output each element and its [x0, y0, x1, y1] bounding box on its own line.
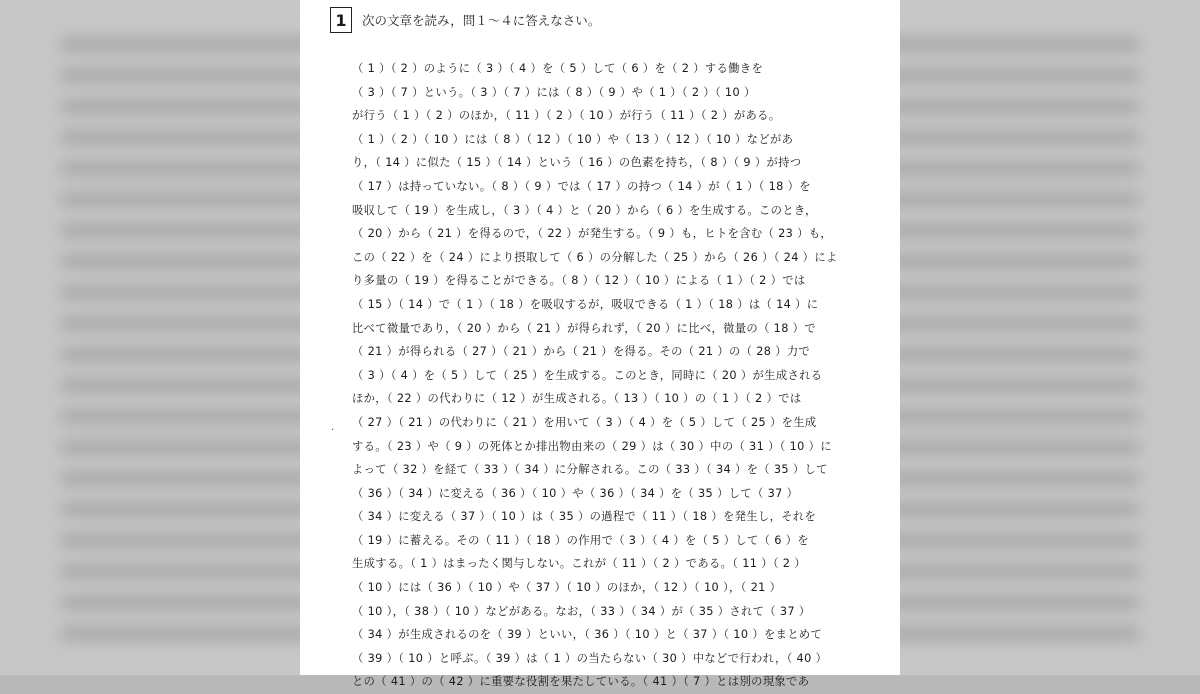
passage-line: 吸収して（ 19 ）を生成し，（ 3 ）（ 4 ）と（ 20 ）から（ 6 ）を生成する。このとき，: [352, 203, 817, 217]
passage-line: （ 34 ）が生成されるのを（ 39 ）といい，（ 36 ）（ 10 ）と（ 37 ）（ 10 ）をまとめて: [352, 628, 823, 642]
passage-line: （ 1 ）（ 2 ）のように（ 3 ）（ 4 ）を（ 5 ）して（ 6 ）を（ 2 ）する働きを: [352, 62, 764, 75]
passage-line: （ 10 ）には（ 36 ）（ 10 ）や（ 37 ）（ 10 ）のほか，（ 12 ）（ 10 ），（ 21 ）: [352, 581, 782, 595]
passage-line: （ 1 ）（ 2 ）（ 10 ）には（ 8 ）（ 12 ）（ 10 ）や（ 13 ）（ 12 ）（ 10 ）などがあ: [352, 132, 794, 146]
passage-line: （ 3 ）（ 7 ）という。（ 3 ）（ 7 ）には（ 8 ）（ 9 ）や（ 1 ）（ 2 ）（ 10 ）: [352, 85, 756, 99]
passage-line: （ 20 ）から（ 21 ）を得るので，（ 22 ）が発生する。（ 9 ）も，ヒトを含む（ 23 ）も，: [352, 227, 833, 241]
passage-line: り，（ 14 ）に似た（ 15 ）（ 14 ）という（ 16 ）の色素を持ち，（ 8 ）（ 9 ）が持つ: [352, 156, 802, 170]
passage-line: （ 19 ）に蓄える。その（ 11 ）（ 18 ）の作用で（ 3 ）（ 4 ）を（ 5 ）して（ 6 ）を: [352, 533, 810, 547]
passage-line: （ 17 ）は持っていない。（ 8 ）（ 9 ）では（ 17 ）の持つ（ 14 ）が（ 1 ）（ 18 ）を: [352, 179, 811, 193]
passage-line: （ 15 ）（ 14 ）で（ 1 ）（ 18 ）を吸収するが，吸収できる（ 1 ）（ 18 ）は（ 14 ）に: [352, 297, 819, 311]
passage-body: [352, 57, 858, 694]
passage-line: （ 36 ）（ 34 ）に変える（ 36 ）（ 10 ）や（ 36 ）（ 34 ）を（ 35 ）して（ 37 ）: [352, 486, 799, 500]
question-instruction: 次の文章を読み，問１～４に答えなさい。: [362, 13, 601, 28]
document-page: [300, 0, 900, 689]
passage-line: （ 3 ）（ 4 ）を（ 5 ）して（ 25 ）を生成する。このとき，同時に（ 20 ）が生成される: [352, 368, 823, 382]
passage-line: 生成する。（ 1 ）はまったく関与しない。これが（ 11 ）（ 2 ）である。（ 11 ）（ 2 ）: [352, 557, 806, 571]
passage-line: する。（ 23 ）や（ 9 ）の死体とか排出物由来の（ 29 ）は（ 30 ）中の（ 31 ）（ 10 ）に: [352, 439, 832, 453]
margin-mark: ·: [331, 425, 335, 436]
passage-line: （ 27 ）（ 21 ）の代わりに（ 21 ）を用いて（ 3 ）（ 4 ）を（ 5 ）して（ 25 ）を生成: [352, 415, 817, 429]
passage-line: が行う（ 1 ）（ 2 ）のほか，（ 11 ）（ 2 ）（ 10 ）が行う（ 11 ）（ 2 ）がある。: [352, 109, 781, 123]
passage-line: （ 21 ）が得られる（ 27 ）（ 21 ）から（ 21 ）を得る。その（ 21 ）の（ 28 ）力で: [352, 345, 811, 359]
passage-line: （ 39 ）（ 10 ）と呼ぶ。（ 39 ）は（ 1 ）の当たらない（ 30 ）中などで行われ，（ 40 ）: [352, 651, 828, 665]
question-heading: [330, 6, 600, 34]
question-number-box: 1: [330, 7, 352, 33]
passage-line: 比べて微量であり，（ 20 ）から（ 21 ）が得られず，（ 20 ）に比べ，微量の（ 18 ）で: [352, 321, 816, 335]
passage-line: り多量の（ 19 ）を得ることができる。（ 8 ）（ 12 ）（ 10 ）による（ 1 ）（ 2 ）では: [352, 274, 806, 288]
passage-line: ほか，（ 22 ）の代わりに（ 12 ）が生成される。（ 13 ）（ 10 ）の（ 1 ）（ 2 ）では: [352, 392, 802, 406]
passage-line: この（ 22 ）を（ 24 ）により摂取して（ 6 ）の分解した（ 25 ）から（ 26 ）（ 24 ）によ: [352, 250, 838, 264]
passage-line: （ 10 ），（ 38 ）（ 10 ）などがある。なお，（ 33 ）（ 34 ）が（ 35 ）されて（ 37 ）: [352, 604, 811, 618]
passage-line: との（ 41 ）の（ 42 ）に重要な役割を果たしている。（ 41 ）（ 7 ）とは別の現象であ: [352, 675, 810, 689]
passage-line: よって（ 32 ）を経て（ 33 ）（ 34 ）に分解される。この（ 33 ）（ 34 ）を（ 35 ）して: [352, 463, 828, 477]
passage-line: （ 34 ）に変える（ 37 ）（ 10 ）は（ 35 ）の過程で（ 11 ）（ 18 ）を発生し，それを: [352, 510, 817, 524]
